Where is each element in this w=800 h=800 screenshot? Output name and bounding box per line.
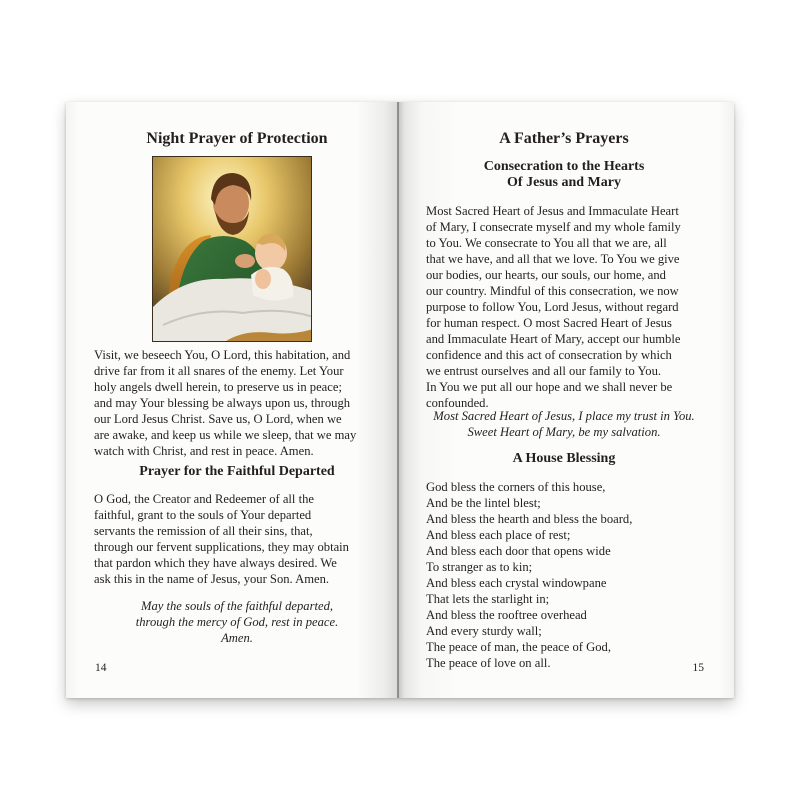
text-line: and may Your blessing be always upon us, through bbox=[94, 396, 351, 410]
sacred-heart-invocation bbox=[426, 408, 702, 440]
text-line: through our fervent supplications, they may obtain bbox=[94, 540, 349, 554]
text-line: of Mary, I consecrate myself and my whole family bbox=[426, 220, 681, 234]
saint-joseph-image bbox=[153, 157, 312, 342]
page-number-left: 14 bbox=[95, 662, 107, 674]
text-line: confidence and this act of consecration by which bbox=[426, 348, 672, 362]
faithful-departed-closing bbox=[94, 598, 380, 646]
left-page bbox=[66, 102, 399, 698]
house-blessing-poem bbox=[426, 479, 702, 671]
poem-line: The peace of man, the peace of God, bbox=[426, 640, 611, 654]
poem-line: The peace of love on all. bbox=[426, 656, 551, 670]
poem-line: That lets the starlight in; bbox=[426, 592, 550, 606]
consecration-title bbox=[426, 159, 702, 191]
consecration-paragraph bbox=[426, 203, 702, 411]
open-booklet bbox=[66, 102, 734, 698]
house-blessing-title: A House Blessing bbox=[512, 451, 616, 466]
page-number-right: 15 bbox=[692, 662, 704, 674]
text-line: and Immaculate Heart of Mary, accept our humble bbox=[426, 332, 681, 346]
poem-line: And bless each door that opens wide bbox=[426, 544, 611, 558]
text-line: holy angels dwell herein, to preserve us in peace; bbox=[94, 380, 342, 394]
text-line: that we have, and all that we love. To You we give bbox=[426, 252, 680, 266]
title-line: Consecration to the Hearts bbox=[483, 159, 645, 174]
text-line: our Lord Jesus Christ. Save us, O Lord, when we bbox=[94, 412, 342, 426]
poem-line: And bless the rooftree overhead bbox=[426, 608, 587, 622]
text-line: we entrust ourselves and all our family to You. bbox=[426, 364, 662, 378]
poem-line: And be the lintel blest; bbox=[426, 496, 541, 510]
text-line: watch with Christ, and rest in peace. Amen. bbox=[94, 444, 314, 458]
poem-line: And bless each place of rest; bbox=[426, 528, 571, 542]
text-line: our country. Mindful of this consecration, we now bbox=[426, 284, 679, 298]
poem-line: And bless each crystal windowpane bbox=[426, 576, 607, 590]
text-line: Most Sacred Heart of Jesus and Immaculate Heart bbox=[426, 204, 679, 218]
text-line: purpose to follow You, Lord Jesus, without regard bbox=[426, 300, 679, 314]
text-line: are awake, and keep us while we sleep, that we may bbox=[94, 428, 357, 442]
saint-joseph-illustration bbox=[152, 156, 312, 342]
text-line: through the mercy of God, rest in peace. bbox=[135, 615, 339, 629]
text-line: servants the remission of all their sins, that, bbox=[94, 524, 313, 538]
faithful-departed-title: Prayer for the Faithful Departed bbox=[139, 464, 335, 479]
poem-line: God bless the corners of this house, bbox=[426, 480, 606, 494]
text-line: for human respect. O most Sacred Heart of Jesus bbox=[426, 316, 672, 330]
text-line: Amen. bbox=[221, 631, 253, 645]
poem-line: And bless the hearth and bless the board, bbox=[426, 512, 633, 526]
right-page bbox=[399, 102, 734, 698]
title-line: Of Jesus and Mary bbox=[507, 175, 621, 190]
text-line: May the souls of the faithful departed, bbox=[140, 599, 334, 613]
text-line: our bodies, our hearts, our souls, our home, and bbox=[426, 268, 666, 282]
text-line: ask this in the name of Jesus, your Son. Amen. bbox=[94, 572, 330, 586]
night-prayer-paragraph bbox=[94, 347, 380, 459]
night-prayer-title: Night Prayer of Protection bbox=[146, 130, 328, 147]
text-line: O God, the Creator and Redeemer of all the bbox=[94, 492, 314, 506]
text-line: In You we put all our hope and we shall never be bbox=[426, 380, 673, 394]
text-line: confounded. bbox=[426, 396, 489, 410]
fathers-prayers-title: A Father’s Prayers bbox=[499, 130, 629, 147]
text-line: faithful, grant to the souls of Your departed bbox=[94, 508, 312, 522]
text-line: Sweet Heart of Mary, be my salvation. bbox=[467, 425, 661, 439]
text-line: that pardon which they have always desired. We bbox=[94, 556, 337, 570]
text-line: Visit, we beseech You, O Lord, this habitation, and bbox=[94, 348, 351, 362]
text-line: to You. We consecrate to You all that we are, all bbox=[426, 236, 667, 250]
text-line: drive far from it all snares of the enemy. Let Your bbox=[94, 364, 344, 378]
poem-line: And every sturdy wall; bbox=[426, 624, 542, 638]
text-line: Most Sacred Heart of Jesus, I place my trust in You. bbox=[433, 409, 695, 423]
faithful-departed-paragraph bbox=[94, 491, 380, 587]
poem-line: To stranger as to kin; bbox=[426, 560, 533, 574]
